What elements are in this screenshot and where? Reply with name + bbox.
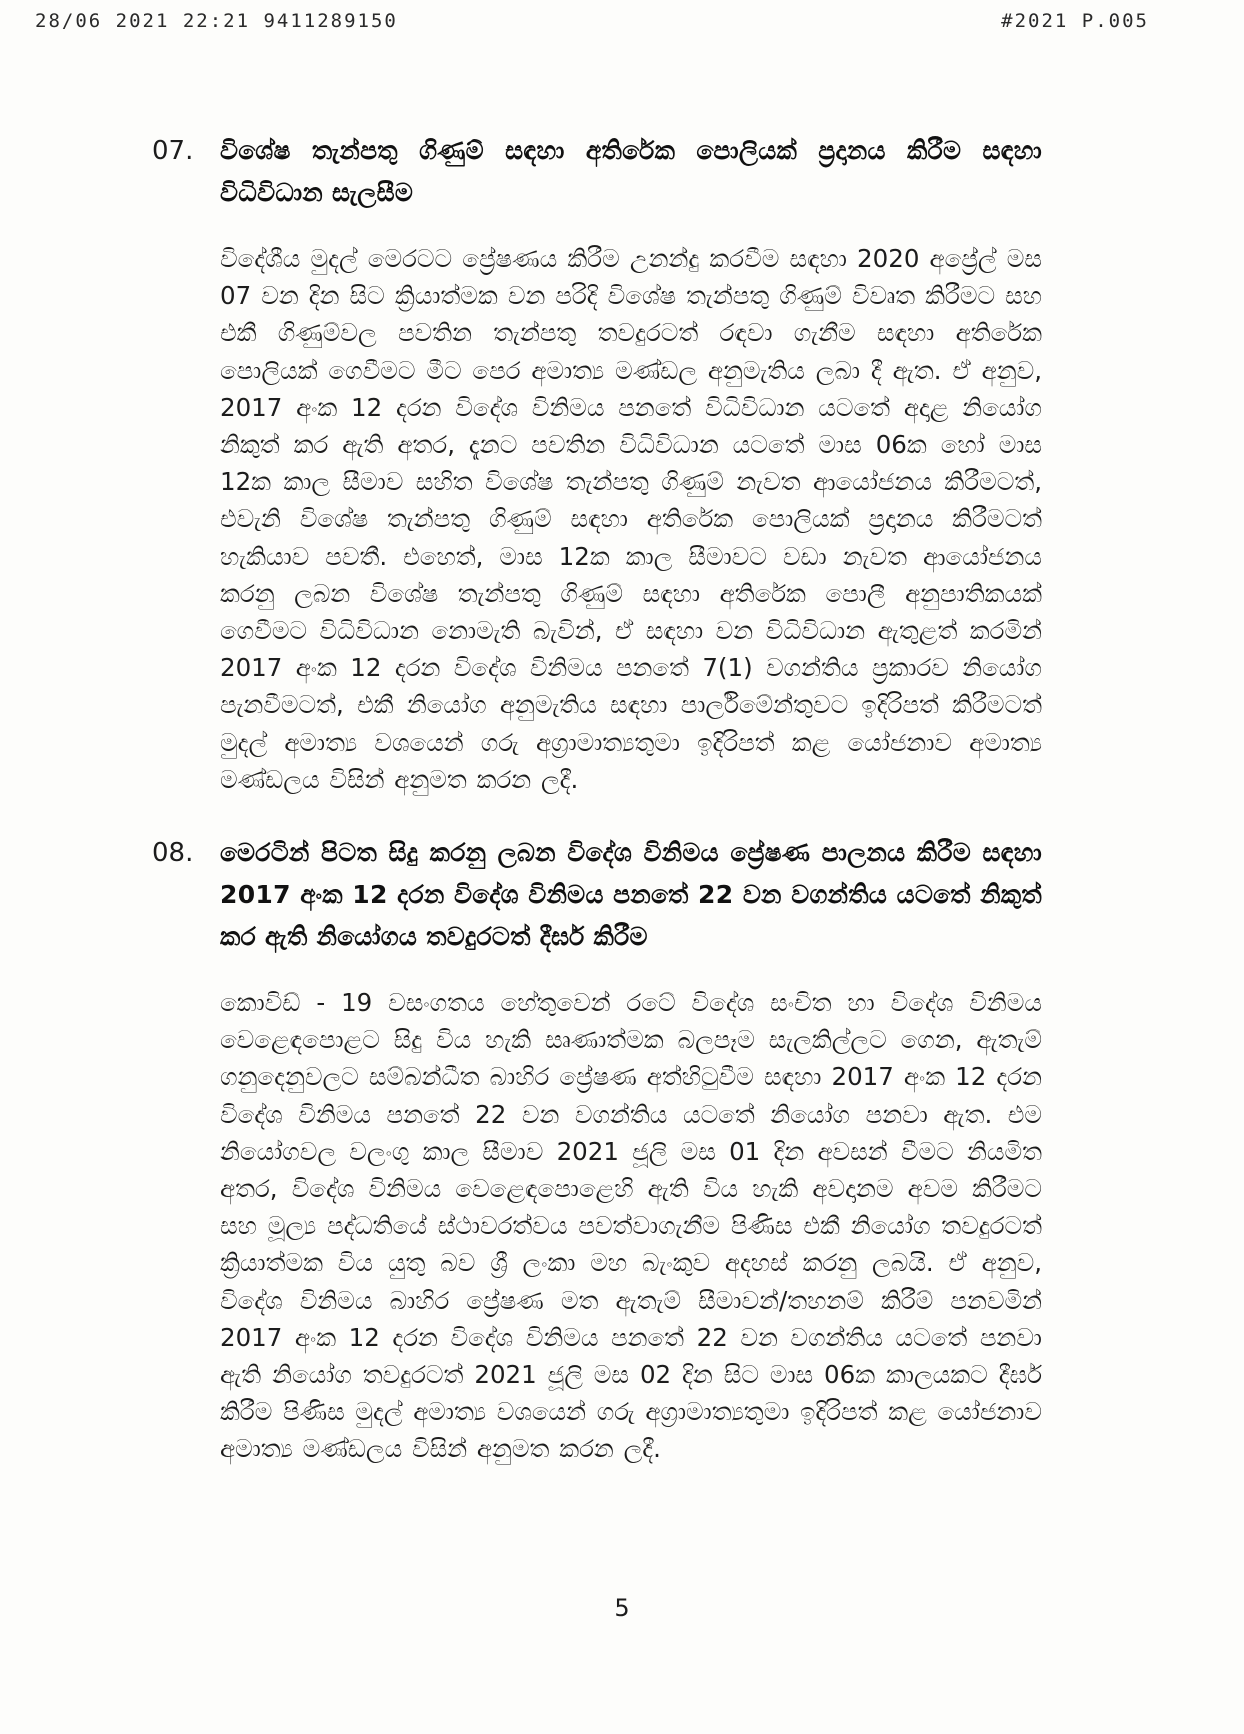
section-07-content [220,130,1042,798]
section-08-heading: මෙරටින් පිටත සිදු කරනු ලබන විදේශ විනිමය ප්‍රේෂණ පාලනය කිරීම සඳහා 2017 අංක 12 දරන විදේශ විනිමය පනතේ 22 වන වගන්තිය යටතේ නිකුත් කර ඇති නියෝගය තවදුරටත් දීර්ඝ කිරීම [220,838,1042,952]
section-07-paragraph: විදේශීය මුදල් මෙරටට ප්‍රේෂණය කිරීම උනන්දු කරවීම සඳහා 2020 අප්‍රේල් මස 07 වන දින සිට ක්‍රියාත්මක වන පරිදි විශේෂ තැන්පතු ගිණුම් විවෘත කිරීමට සහ එකී ගිණුම්වල පවතින තැන්පතු තවදුරටත් රඳවා ගැනීම සඳහා අතිරේක පොලියක් ගෙවීමට මීට පෙර අමාත්‍ය මණ්ඩල අනුමැතිය ලබා දී ඇත. ඒ අනුව, 2017 අංක 12 දරන විදේශ විනිමය පනතේ විධිවිධාන යටතේ අදාළ නියෝග නිකුත් කර ඇති අතර, දැනට පවතින විධිවිධාන යටතේ මාස 06ක හෝ මාස 12ක කාල සීමාව සහිත විශේෂ තැන්පතු ගිණුම් නැවත ආයෝජනය කිරීමටත්, එවැනි විශේෂ තැන්පතු ගිණුම් සඳහා අතිරේක පොලියක් ප්‍රදානය කිරීමටත් හැකියාව පවතී. එහෙත්, මාස 12ක කාල සීමාවට වඩා නැවත ආයෝජනය කරනු ලබන විශේෂ තැන්පතු ගිණුම් සඳහා අතිරේක පොලී අනුපාතිකයක් ගෙවීමට විධිවිධාන නොමැති බැවින්, ඒ සඳහා වන විධිවිධාන ඇතුළත් කරමින් 2017 අංක 12 දරන විදේශ විනිමය පනතේ 7(1) වගන්තිය ප්‍රකාරව නියෝග පැනවීමටත්, එකී නියෝග අනුමැතිය සඳහා පාර්ලිමේන්තුවට ඉදිරිපත් කිරීමටත් මුදල් අමාත්‍ය වශයෙන් ගරු අග්‍රාමාත්‍යතුමා ඉදිරිපත් කළ යෝජනාව අමාත්‍ය මණ්ඩලය විසින් අනුමත කරන ලදී. [220,244,1042,794]
section-07-number: 07. [152,136,194,166]
fax-header [35,10,1149,32]
document-body [0,130,1244,1502]
section-07-heading: විශේෂ තැන්පතු ගිණුම් සඳහා අතිරේක පොලියක් ප්‍රදානය කිරීම සඳහා විධිවිධාන සැලසීම [220,136,1042,207]
section-08 [0,832,1244,1468]
section-08-content [220,832,1042,1468]
section-08-paragraph: කොවිඩ් - 19 වසංගතය හේතුවෙන් රටේ විදේශ සංචිත හා විදේශ විනිමය වෙළෙඳපොළට සිදු විය හැකි සෘණාත්මක බලපෑම සැලකිල්ලට ගෙන, ඇතැම් ගනුදෙනුවලට සම්බන්ධීත බාහිර ප්‍රේෂණ අත්හිටුවීම සඳහා 2017 අංක 12 දරන විදේශ විනිමය පනතේ 22 වන වගන්තිය යටතේ නියෝග පනවා ඇත. එම නියෝගවල වලංගු කාල සීමාව 2021 ජූලි මස 01 දින අවසන් වීමට නියමිත අතර, විදේශ විනිමය වෙළෙඳපොළෙහි ඇති විය හැකි අවදානම අවම කිරීමට සහ මූල්‍ය පද්ධතියේ ස්ථාවරත්වය පවත්වාගැනීම පිණිස එකී නියෝග තවදුරටත් ක්‍රියාත්මක විය යුතු බව ශ්‍රී ලංකා මහ බැංකුව අදහස් කරනු ලබයි. ඒ අනුව, විදේශ විනිමය බාහිර ප්‍රේෂණ මත ඇතැම් සීමාවන්/තහනම් කිරීම් පනවමින් 2017 අංක 12 දරන විදේශ විනිමය පනතේ 22 වන වගන්තිය යටතේ පනවා ඇති නියෝග තවදුරටත් 2021 ජූලි මස 02 දින සිට මාස 06ක කාලයකට දීර්ඝ කිරීම පිණිස මුදල් අමාත්‍ය වශයෙන් ගරු අග්‍රාමාත්‍යතුමා ඉදිරිපත් කළ යෝජනාව අමාත්‍ය මණ්ඩලය විසින් අනුමත කරන ලදී. [220,988,1042,1464]
fax-timestamp-sender: 28/06 2021 22:21 9411289150 [35,10,398,32]
page-number: 5 [614,1594,630,1622]
section-07 [0,130,1244,798]
fax-job-page-number: #2021 P.005 [1001,10,1149,32]
page-footer [0,1594,1244,1622]
section-08-number: 08. [152,838,194,869]
